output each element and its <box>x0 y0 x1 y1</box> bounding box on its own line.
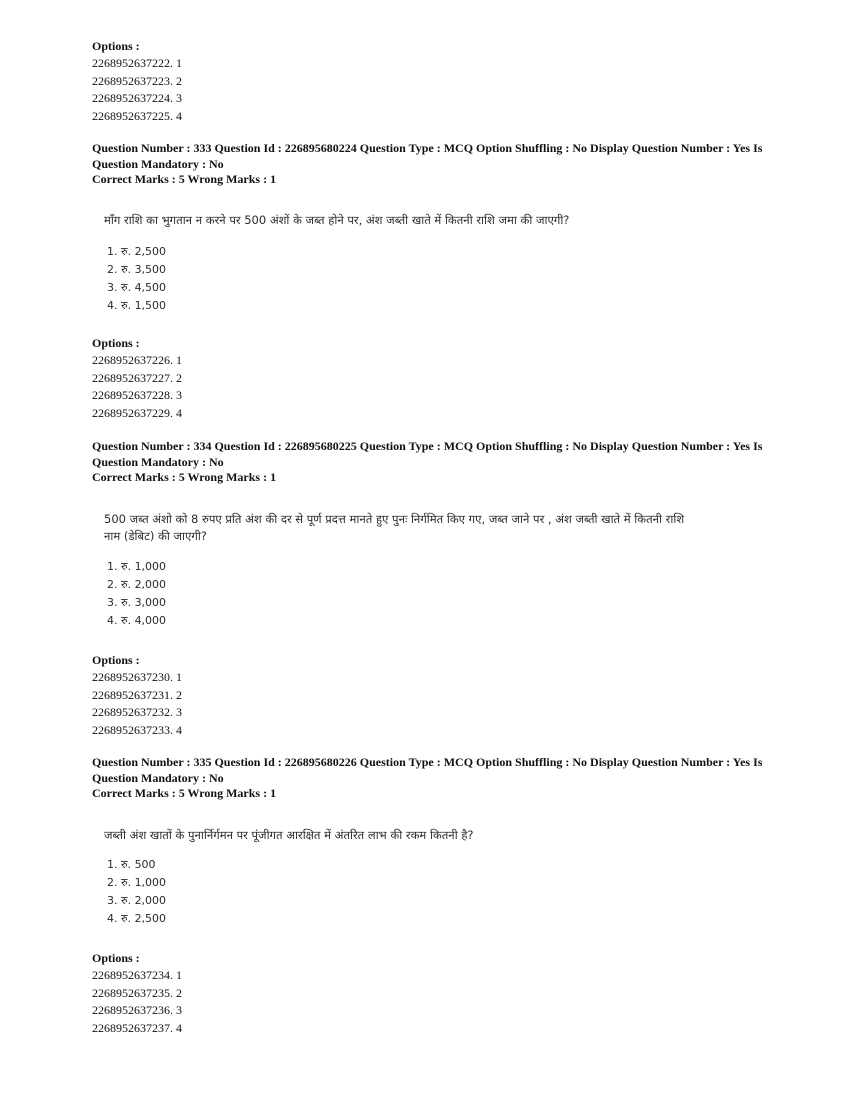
question-text-line: नाम (डेबिट) की जाएगी? <box>104 529 207 543</box>
question-meta-line: Question Number : 333 Question Id : 226895680224 Question Type : MCQ Option Shuffling : No Display Question Number : Yes Is <box>92 141 763 155</box>
option-id-line: 2268952637227. 2 <box>92 370 182 385</box>
answer-choice: 1. रु. 2,500 <box>107 245 167 258</box>
answer-choice: 1. रु. 500 <box>107 858 156 871</box>
question-marks-line: Correct Marks : 5 Wrong Marks : 1 <box>92 172 277 186</box>
question-marks-line: Correct Marks : 5 Wrong Marks : 1 <box>92 786 277 800</box>
answer-choice: 3. रु. 4,500 <box>107 281 167 294</box>
option-id-line: 2268952637236. 3 <box>92 1003 182 1018</box>
option-id-line: 2268952637235. 2 <box>92 985 182 1000</box>
question-meta-line: Question Number : 335 Question Id : 226895680226 Question Type : MCQ Option Shuffling : No Display Question Number : Yes Is <box>92 755 763 769</box>
question-333-text: माँग राशि का भुगतान न करने पर 500 अंशों के जब्त होने पर, अंश जब्ती खाते में कितनी राशि जमा की जाएगी? <box>104 213 570 227</box>
options-heading: Options : <box>92 39 140 53</box>
option-id-line: 2268952637224. 3 <box>92 91 182 106</box>
option-id-line: 2268952637228. 3 <box>92 388 182 403</box>
option-id-line: 2268952637234. 1 <box>92 968 182 982</box>
option-id-line: 2268952637225. 4 <box>92 108 182 123</box>
question-mandatory-line: Question Mandatory : No <box>92 770 224 785</box>
answer-choice: 2. रु. 3,500 <box>107 263 167 276</box>
answer-choice: 3. रु. 3,000 <box>107 596 167 609</box>
question-mandatory-line: Question Mandatory : No <box>92 454 224 469</box>
option-id-line: 2268952637226. 1 <box>92 353 182 367</box>
question-335-text: जब्ती अंश खातों के पुनार्निर्गमन पर पूंजीगत आरक्षित में अंतरित लाभ की रकम कितनी है? <box>104 828 474 842</box>
option-id-line: 2268952637230. 1 <box>92 670 182 684</box>
options-heading: Options : <box>92 951 140 965</box>
question-333-choices <box>107 243 166 315</box>
answer-choice: 3. रु. 2,000 <box>107 894 167 907</box>
top-options-block <box>92 37 792 125</box>
answer-choice: 2. रु. 2,000 <box>107 578 167 591</box>
option-id-line: 2268952637223. 2 <box>92 73 182 88</box>
option-id-line: 2268952637229. 4 <box>92 405 182 420</box>
option-id-line: 2268952637232. 3 <box>92 705 182 720</box>
question-335-meta <box>92 755 792 802</box>
answer-choice: 4. रु. 2,500 <box>107 912 167 925</box>
question-334-choices <box>107 558 166 630</box>
answer-choice: 2. रु. 1,000 <box>107 876 167 889</box>
question-334-text <box>104 511 744 545</box>
answer-choice: 1. रु. 1,000 <box>107 560 167 573</box>
question-text-line: 500 जब्त अंशो को 8 रुपए प्रति अंश की दर से पूर्ण प्रदत्त मानते हुए पुनः निर्गमित किए गए, जब्त जाने पर , अंश जब्ती खाते में कितनी राशि <box>104 512 685 526</box>
question-marks-line: Correct Marks : 5 Wrong Marks : 1 <box>92 470 277 484</box>
question-335-choices <box>107 856 166 928</box>
option-id-line: 2268952637233. 4 <box>92 722 182 737</box>
options-heading: Options : <box>92 336 140 350</box>
option-id-line: 2268952637222. 1 <box>92 56 182 70</box>
question-mandatory-line: Question Mandatory : No <box>92 156 224 171</box>
question-333-options <box>92 334 792 422</box>
question-meta-line: Question Number : 334 Question Id : 226895680225 Question Type : MCQ Option Shuffling : No Display Question Number : Yes Is <box>92 439 763 453</box>
answer-choice: 4. रु. 4,000 <box>107 614 167 627</box>
question-333-meta <box>92 141 792 188</box>
option-id-line: 2268952637237. 4 <box>92 1020 182 1035</box>
option-id-line: 2268952637231. 2 <box>92 687 182 702</box>
question-334-options <box>92 651 792 739</box>
answer-choice: 4. रु. 1,500 <box>107 299 167 312</box>
question-334-meta <box>92 439 792 486</box>
question-335-options <box>92 949 792 1037</box>
options-heading: Options : <box>92 653 140 667</box>
